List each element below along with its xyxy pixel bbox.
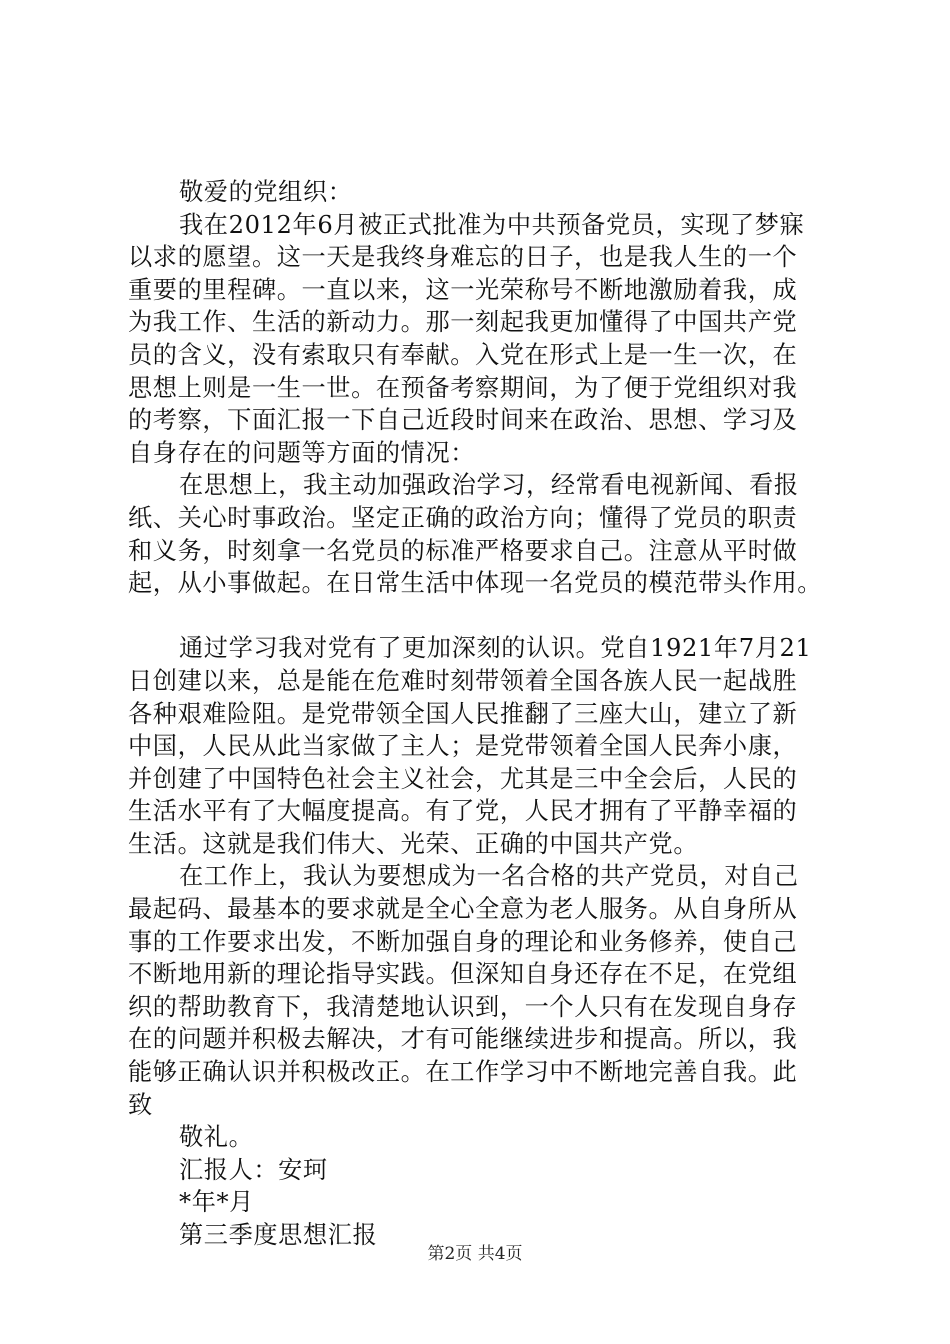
paragraph-line: 日创建以来，总是能在危难时刻带领着全国各族人民一起战胜 [128,666,798,695]
next-section-title: 第三季度思想汇报 [179,1221,378,1249]
paragraph-line: 生活水平有了大幅度提高。有了党，人民才拥有了平静幸福的 [128,797,798,826]
paragraph-line: 重要的里程碑。一直以来，这一光荣称号不断地激励着我，成 [128,275,798,304]
paragraph-line: 中国，人民从此当家做了主人；是党带领着全国人民奔小康， [128,732,798,761]
page-number-footer: 第2页 共4页 [427,1244,523,1264]
paragraph-line: 在的问题并积极去解决，才有可能继续进步和提高。所以，我 [128,1025,798,1054]
paragraph-line: 在思想上，我主动加强政治学习，经常看电视新闻、看报 [179,471,799,500]
paragraph-gap [128,600,848,633]
paragraph-line: 我在2012年6月被正式批准为中共预备党员，实现了梦寐 [179,210,805,239]
closing-salute: 敬礼。 [179,1123,254,1152]
paragraph-line: 在工作上，我认为要想成为一名合格的共产党员，对自己 [179,862,799,891]
paragraph-line: 不断地用新的理论指导实践。但深知自身还存在不足，在党组 [128,960,798,989]
paragraph-line: 事的工作要求出发，不断加强自身的理论和业务修养，使自己 [128,927,798,956]
paragraph-line: 的考察，下面汇报一下自己近段时间来在政治、思想、学习及 [128,406,798,435]
paragraph-line: 以求的愿望。这一天是我终身难忘的日子，也是我人生的一个 [128,243,798,272]
paragraph-line: 自身存在的问题等方面的情况： [128,438,476,467]
paragraph-line: 思想上则是一生一世。在预备考察期间，为了便于党组织对我 [128,373,798,402]
report-date: *年*月 [179,1188,254,1217]
paragraph-line: 织的帮助教育下，我清楚地认识到，一个人只有在发现自身存 [128,992,798,1021]
paragraph-line: 最起码、最基本的要求就是全心全意为老人服务。从自身所从 [128,895,798,924]
salutation: 敬爱的党组织： [179,178,353,206]
paragraph-line: 生活。这就是我们伟大、光荣、正确的中国共产党。 [128,829,699,858]
paragraph-line: 起，从小事做起。在日常生活中体现一名党员的模范带头作用。 [128,569,823,598]
paragraph-line: 能够正确认识并积极改正。在工作学习中不断地完善自我。此 [128,1058,798,1087]
paragraph-line: 纸、关心时事政治。坚定正确的政治方向；懂得了党员的职责 [128,503,798,532]
paragraph-line: 致 [128,1090,153,1119]
paragraph-line: 为我工作、生活的新动力。那一刻起我更加懂得了中国共产党 [128,308,798,337]
paragraph-line: 并创建了中国特色社会主义社会，尤其是三中全会后，人民的 [128,764,798,793]
reporter-name: 汇报人：安珂 [179,1155,328,1184]
report-body [128,176,848,1252]
paragraph-line: 通过学习我对党有了更加深刻的认识。党自1921年7月21 [179,634,812,663]
paragraph-line: 各种艰难险阻。是党带领全国人民推翻了三座大山，建立了新 [128,699,798,728]
paragraph-line: 和义务，时刻拿一名党员的标准严格要求自己。注意从平时做 [128,536,798,565]
paragraph-line: 员的含义，没有索取只有奉献。入党在形式上是一生一次，在 [128,340,798,369]
